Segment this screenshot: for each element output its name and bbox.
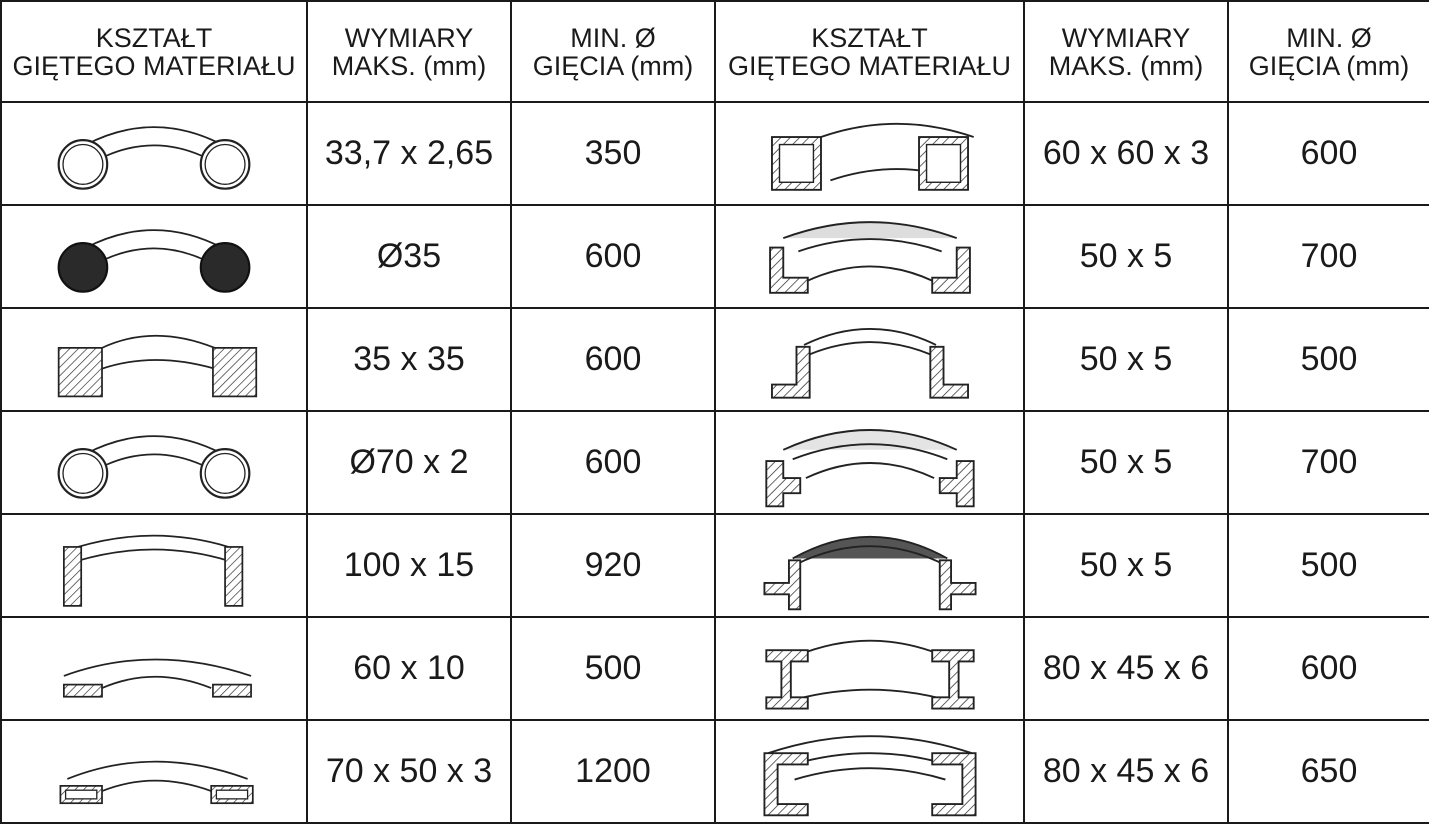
min-bend-cell: 500 <box>511 617 715 720</box>
shape-cell <box>1 102 307 205</box>
table-row <box>1 308 1429 411</box>
u-channel-icon <box>755 209 985 305</box>
min-bend-cell: 500 <box>1228 514 1429 617</box>
flat-bar-vertical-icon <box>24 518 284 614</box>
header-min-left: MIN. Ø GIĘCIA (mm) <box>511 1 715 102</box>
header-min-right: MIN. Ø GIĘCIA (mm) <box>1228 1 1429 102</box>
min-bend-cell: 350 <box>511 102 715 205</box>
shape-cell <box>715 411 1024 514</box>
dimension-cell: 80 x 45 x 6 <box>1024 720 1228 823</box>
shape-cell <box>1 514 307 617</box>
c-channel-icon <box>755 724 985 820</box>
shape-cell <box>1 411 307 514</box>
shape-cell <box>715 617 1024 720</box>
inverted-channel-icon <box>755 312 985 408</box>
dimension-cell: 50 x 5 <box>1024 514 1228 617</box>
dimension-cell: Ø70 x 2 <box>307 411 511 514</box>
shape-cell <box>715 205 1024 308</box>
min-bend-cell: 600 <box>1228 617 1429 720</box>
header-dims-left: WYMIARY MAKS. (mm) <box>307 1 511 102</box>
dimension-cell: 50 x 5 <box>1024 308 1228 411</box>
dimension-cell: 33,7 x 2,65 <box>307 102 511 205</box>
dimension-cell: 60 x 60 x 3 <box>1024 102 1228 205</box>
min-bend-cell: 600 <box>1228 102 1429 205</box>
min-bend-cell: 920 <box>511 514 715 617</box>
t-profile-icon <box>755 415 985 511</box>
min-bend-cell: 600 <box>511 308 715 411</box>
square-tube-icon <box>755 106 985 202</box>
rect-tube-icon <box>24 724 284 820</box>
table-row <box>1 205 1429 308</box>
header-row <box>1 1 1429 102</box>
min-bend-cell: 700 <box>1228 205 1429 308</box>
dimension-cell: 50 x 5 <box>1024 205 1228 308</box>
shape-cell <box>1 720 307 823</box>
t-profile-inverted-icon <box>755 518 985 614</box>
min-bend-cell: 600 <box>511 411 715 514</box>
min-bend-cell: 600 <box>511 205 715 308</box>
header-shape-left: KSZTAŁT GIĘTEGO MATERIAŁU <box>1 1 307 102</box>
table-row <box>1 617 1429 720</box>
table-row <box>1 102 1429 205</box>
flat-bar-horizontal-icon <box>24 621 284 717</box>
min-bend-cell: 700 <box>1228 411 1429 514</box>
dimension-cell: 60 x 10 <box>307 617 511 720</box>
dimension-cell: 50 x 5 <box>1024 411 1228 514</box>
i-beam-icon <box>755 621 985 717</box>
shape-cell <box>715 720 1024 823</box>
square-bar-icon <box>24 312 284 408</box>
dimension-cell: 80 x 45 x 6 <box>1024 617 1228 720</box>
min-bend-cell: 650 <box>1228 720 1429 823</box>
round-tube-icon <box>24 415 284 511</box>
dimension-cell: 35 x 35 <box>307 308 511 411</box>
shape-cell <box>715 308 1024 411</box>
dimension-cell: 70 x 50 x 3 <box>307 720 511 823</box>
round-bar-icon <box>24 209 284 305</box>
min-bend-cell: 1200 <box>511 720 715 823</box>
table-row <box>1 514 1429 617</box>
dimension-cell: Ø35 <box>307 205 511 308</box>
shape-cell <box>715 102 1024 205</box>
dimension-cell: 100 x 15 <box>307 514 511 617</box>
min-bend-cell: 500 <box>1228 308 1429 411</box>
header-shape-right: KSZTAŁT GIĘTEGO MATERIAŁU <box>715 1 1024 102</box>
shape-cell <box>1 308 307 411</box>
shape-cell <box>715 514 1024 617</box>
table-row <box>1 411 1429 514</box>
header-dims-right: WYMIARY MAKS. (mm) <box>1024 1 1228 102</box>
table-row <box>1 720 1429 823</box>
shape-cell <box>1 205 307 308</box>
shape-cell <box>1 617 307 720</box>
round-tube-icon <box>24 106 284 202</box>
